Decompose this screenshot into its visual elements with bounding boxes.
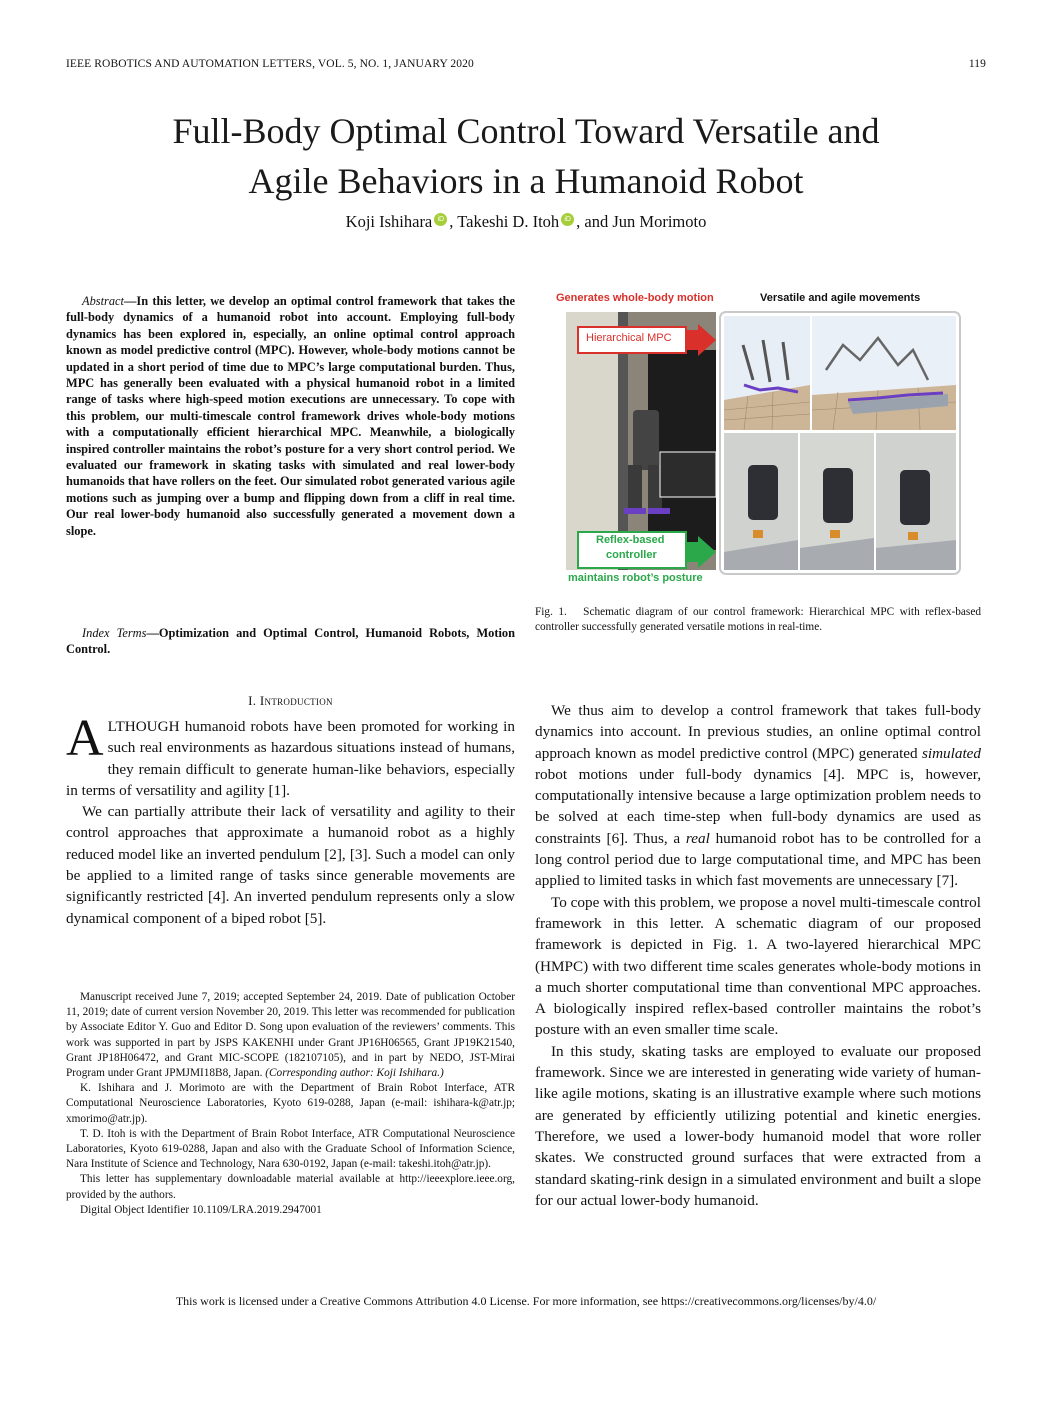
paragraph: In this study, skating tasks are employed to evaluate our proposed framework. Since we are interested in generating wide variety of human-like agile motions, skating is an illustrative example where such motions are generated by efficiently utilizing potential and kinetic energies. Therefore, we used a lower-body humanoid model that wore roller skates. We constructed ground surfaces that were extracted from a standard skating-rink design in a simulated environment and built a slope for our actual lower-body humanoid. xyxy=(535,1042,981,1209)
page-number: 119 xyxy=(968,58,986,70)
figure-box-mpc: Hierarchical MPC xyxy=(586,332,672,344)
running-header xyxy=(66,58,986,70)
abstract xyxy=(66,293,515,539)
author-1: Koji Ishihara xyxy=(345,212,433,231)
title-line-1: Full-Body Optimal Control Toward Versatile and xyxy=(172,111,880,151)
figure-caption xyxy=(535,605,981,635)
author-3: , and Jun Morimoto xyxy=(576,212,707,231)
footnote-supplementary: This letter has supplementary downloadable material available at http://ieeexplore.ieee.org, provided by the authors. xyxy=(66,1173,515,1201)
paragraph: We thus aim to develop a control framework that takes full-body dynamics into account. In previous studies, an online optimal control approach known as model predictive control (MPC) generated simulated robot motions under full-body dynamics [4]. MPC is, however, computationally intensive because a large optimization problem needs to be solved at each time-step when full-body dynamics are used as constraints [6]. Thus, a real humanoid robot has to be controlled for a long control period due to large computational time, and MPC has been applied to limited tasks in which fast movements are unnecessary [7]. xyxy=(535,702,981,890)
paragraph: We can partially attribute their lack of versatility and agility to their control approaches that approximate a humanoid robot as a highly reduced model like an inverted pendulum [2], [3]. Such a model can only be applied to a limited range of tasks since generable movements are significantly restricted [4]. An inverted pendulum represents only a slow dynamical component of a biped robot [5]. xyxy=(66,803,515,927)
footnote-doi: Digital Object Identifier 10.1109/LRA.2019.2947001 xyxy=(80,1203,322,1216)
section-heading-introduction: I. Introduction xyxy=(248,693,333,708)
orcid-icon[interactable]: iD xyxy=(561,213,574,226)
right-column-body xyxy=(535,700,981,1211)
paragraph: ALTHOUGH humanoid robots have been promoted for working in such real environments as hazardous situations instead of humans, they remain difficult to generate human-like behaviors, especially in terms of versatility and agility [1]. xyxy=(66,710,515,799)
journal-name: IEEE ROBOTICS AND AUTOMATION LETTERS, VOL. 5, NO. 1, JANUARY 2020 xyxy=(66,58,474,70)
figure-label-generates: Generates whole-body motion xyxy=(556,292,714,304)
left-column-body xyxy=(66,710,515,929)
index-terms-label: Index Terms xyxy=(82,626,147,640)
figure-box-reflex-1: Reflex-based xyxy=(596,534,665,546)
index-terms-text: —Optimization and Optimal Control, Humanoid Robots, Motion Control. xyxy=(66,626,515,657)
figure-caption-label: Fig. 1. xyxy=(535,606,567,618)
abstract-text: —In this letter, we develop an optimal control framework that takes the full-body dynamics of a humanoid robot into account. Employing full-body dynamics has been explored in, especially, an online optimal control approach known as model predictive control (MPC). However, whole-body motions cannot be updated in a short period of time due to MPC’s large computational burden. Thus, MPC has generally been evaluated with a physical humanoid robot in a limited range of tasks where high-speed motion executions are unnecessary. To cope with this problem, our multi-timescale control framework drives whole-body motions with a computationally efficient hierarchical MPC. Meanwhile, a biologically inspired controller maintains the robot’s posture for a very short control period. We evaluated our framework in skating tasks with simulated and real lower-body humanoids that have rollers on the feet. Our simulated robot generated various agile motions such as jumping over a bump and flipping down from a cliff in real time. Our real lower-body humanoid also successfully generated a movement down a slope. xyxy=(66,294,515,538)
paragraph: To cope with this problem, we propose a novel multi-timescale control framework in this letter. A schematic diagram of our proposed framework is depicted in Fig. 1. A two-layered hierarchical MPC (HMPC) with two different time scales generates whole-body motions in a much shorter computational time than conventional MPC approaches. A biologically inspired reflex-based controller maintains the robot’s posture with an even smaller time scale. xyxy=(535,893,981,1039)
index-terms xyxy=(66,625,515,658)
figure-box-reflex-2: controller xyxy=(606,549,657,561)
figure-1 xyxy=(548,290,984,590)
orcid-icon[interactable]: iD xyxy=(434,213,447,226)
figure-label-maintains: maintains robot’s posture xyxy=(568,572,703,584)
footnote-affiliation-1: K. Ishihara and J. Morimoto are with the Department of Brain Robot Interface, ATR Computational Neuroscience Laboratories, Kyoto 619-0288, Japan (e-mail: ishihara-k@atr.jp; xmorimo@atr.jp). xyxy=(66,1082,515,1125)
figure-label-versatile: Versatile and agile movements xyxy=(760,292,921,304)
footnote-manuscript: Manuscript received June 7, 2019; accepted September 24, 2019. Date of publication October 11, 2019; date of current version November 20, 2019. This letter was recommended for publication by Associate Editor Y. Guo and Editor D. Song upon evaluation of the reviewers’ comments. This work was supported in part by JSPS KAKENHI under Grant JP16H06565, Grant JP19K21540, Grant JP18H06472, and Grant MIC-SCOPE (182107105), and in part by NEDO, JST-Mirai Program under Grant JPMJMI18B8, Japan. (Corresponding author: Koji Ishihara.) xyxy=(66,991,515,1080)
figure-caption-text: Schematic diagram of our control framework: Hierarchical MPC with reflex-based controller successfully generated versatile motions in real-time. xyxy=(535,606,981,633)
author-2: , Takeshi D. Itoh xyxy=(449,212,560,231)
paper-title xyxy=(66,106,986,206)
license-notice: This work is licensed under a Creative Commons Attribution 4.0 License. For more information, see https://creativecommons.org/licenses/by/4.0/ xyxy=(175,1294,877,1308)
title-line-2: Agile Behaviors in a Humanoid Robot xyxy=(248,161,804,201)
footnote-affiliation-2: T. D. Itoh is with the Department of Brain Robot Interface, ATR Computational Neuroscience Laboratories, Kyoto 619-0288, Japan and also with the Graduate School of Information Science, Nara Institute of Science and Technology, Nara 630-0192, Japan (e-mail: takeshi.itoh@atr.jp). xyxy=(66,1127,515,1171)
abstract-label: Abstract xyxy=(82,294,124,308)
footnotes xyxy=(66,990,515,1218)
drop-cap: A xyxy=(66,710,104,767)
author-list xyxy=(66,212,986,232)
